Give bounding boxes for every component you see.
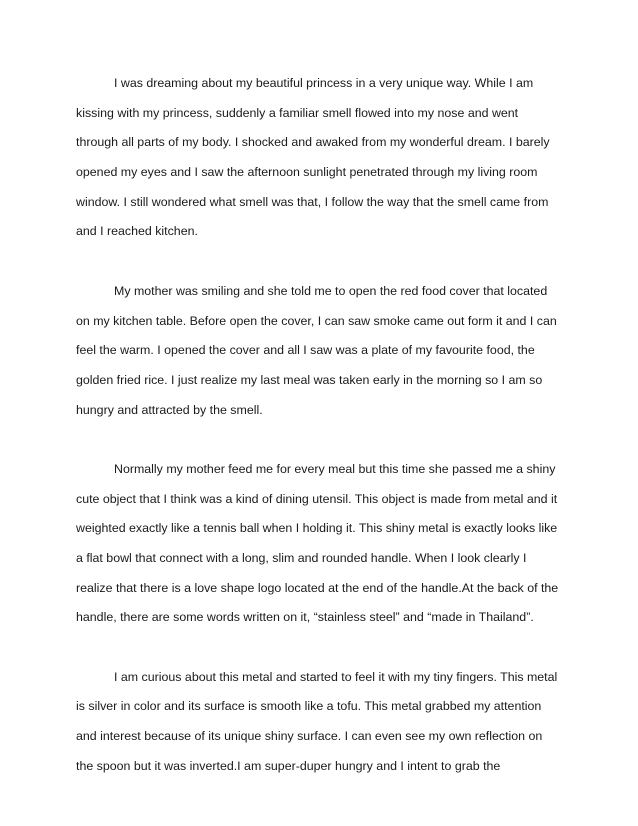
text-line: through all parts of my body. I shocked and awaked from my wonderful dream. I barely [76, 135, 550, 150]
text-line: cute object that I think was a kind of dining utensil. This object is made from metal and it [76, 491, 558, 506]
text-line: I was dreaming about my beautiful princess in a very unique way. While I am [114, 76, 534, 90]
text-line: a flat bowl that connect with a long, slim and rounded handle. When I look clearly I [76, 551, 527, 565]
text-line: opened my eyes and I saw the afternoon sunlight penetrated through my living room [76, 165, 538, 180]
text-line: I am curious about this metal and started to feel it with my tiny fingers. This metal [114, 669, 558, 684]
paragraph-gap [76, 247, 566, 277]
paragraph-gap [76, 633, 566, 663]
text-line: feel the warm. I opened the cover and all I saw was a plate of my favourite food, the [76, 343, 535, 358]
text-line: window. I still wondered what smell was that, I follow the way that the smell came from [76, 194, 549, 209]
paragraph [76, 277, 566, 425]
text-line: weighted exactly like a tennis ball when I holding it. This shiny metal is exactly looks like [76, 521, 558, 536]
text-line: the spoon but it was inverted.I am super-duper hungry and I intent to grab the [76, 758, 501, 773]
text-line: My mother was smiling and she told me to open the red food cover that located [114, 283, 548, 298]
text-line: golden fried rice. I just realize my last meal was taken early in the morning so I am so [76, 372, 543, 387]
body-text [76, 69, 566, 782]
text-line: hungry and attracted by the smell. [76, 402, 263, 417]
paragraph [76, 663, 566, 782]
text-line: and I reached kitchen. [76, 224, 198, 239]
text-line: realize that there is a love shape logo located at the end of the handle.At the back of the [76, 580, 559, 595]
paragraph-gap [76, 425, 566, 455]
paragraph [76, 69, 566, 247]
text-line: Normally my mother feed me for every meal but this time she passed me a shiny [114, 461, 556, 476]
text-line: handle, there are some words written on it, “stainless steel” and “made in Thailand”. [76, 610, 534, 625]
text-line: kissing with my princess, suddenly a familiar smell flowed into my nose and went [76, 105, 519, 120]
text-line: and interest because of its unique shiny surface. I can even see my own reflection on [76, 729, 543, 744]
text-line: is silver in color and its surface is smooth like a tofu. This metal grabbed my attention [76, 699, 542, 714]
text-line: on my kitchen table. Before open the cover, I can saw smoke came out form it and I can [76, 313, 557, 328]
paragraph [76, 455, 566, 633]
